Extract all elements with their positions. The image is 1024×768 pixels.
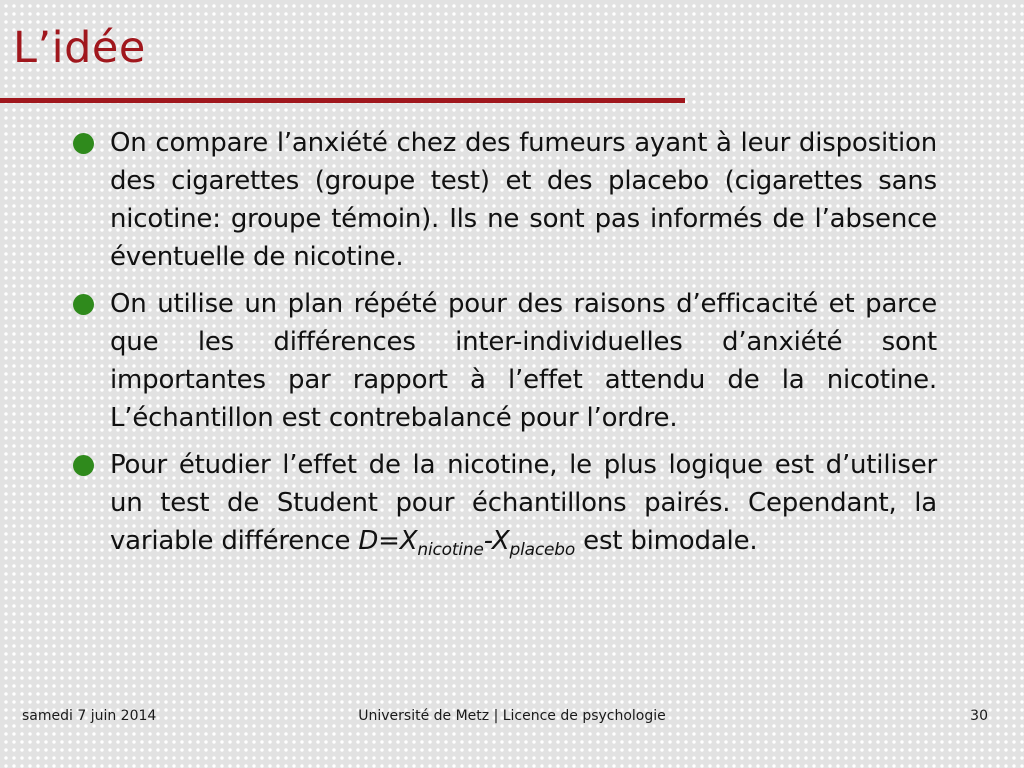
bullet-text-1: On compare l’anxiété chez des fumeurs ayant à leur disposition des cigarettes (groupe test) et des placebo (cigarettes sans nicotine: groupe témoin). Ils ne sont pas informés de l’absence éventuelle de nicotine. [110, 128, 937, 272]
formula-sub-nicotine: nicotine [417, 540, 484, 560]
bullet-item-1 [73, 124, 937, 276]
formula-sub-placebo: placebo [509, 540, 576, 560]
footer-institution: Université de Metz | Licence de psychologie [358, 708, 666, 724]
bullet-dot-icon [73, 455, 94, 476]
formula [358, 526, 576, 560]
bullet-item-2 [73, 285, 937, 437]
bullet-text-2: On utilise un plan répété pour des raisons d’efficacité et parce que les différences inter-individuelles d’anxiété sont importantes par rapport à l’effet attendu de la nicotine. L’échantillon est contrebalancé pour l’ordre. [110, 289, 937, 433]
footer-date: samedi 7 juin 2014 [22, 708, 157, 724]
bullet-text-3-tail: est bimodale. [583, 526, 758, 556]
bullet-dot-icon [73, 133, 94, 154]
bullet-text-3: Pour étudier l’effet de la nicotine, le plus logique est d’utiliser un test de Student pour échantillons pairés. Cependant, la variable différence [110, 450, 937, 556]
formula-lhs: D=X [358, 526, 418, 556]
bullet-list [73, 124, 937, 569]
footer-page-number: 30 [970, 708, 988, 724]
slide-title: L’idée [13, 23, 146, 73]
bullet-dot-icon [73, 294, 94, 315]
formula-minus: -X [483, 526, 510, 556]
title-underline [0, 98, 685, 103]
bullet-item-3 [73, 446, 937, 560]
